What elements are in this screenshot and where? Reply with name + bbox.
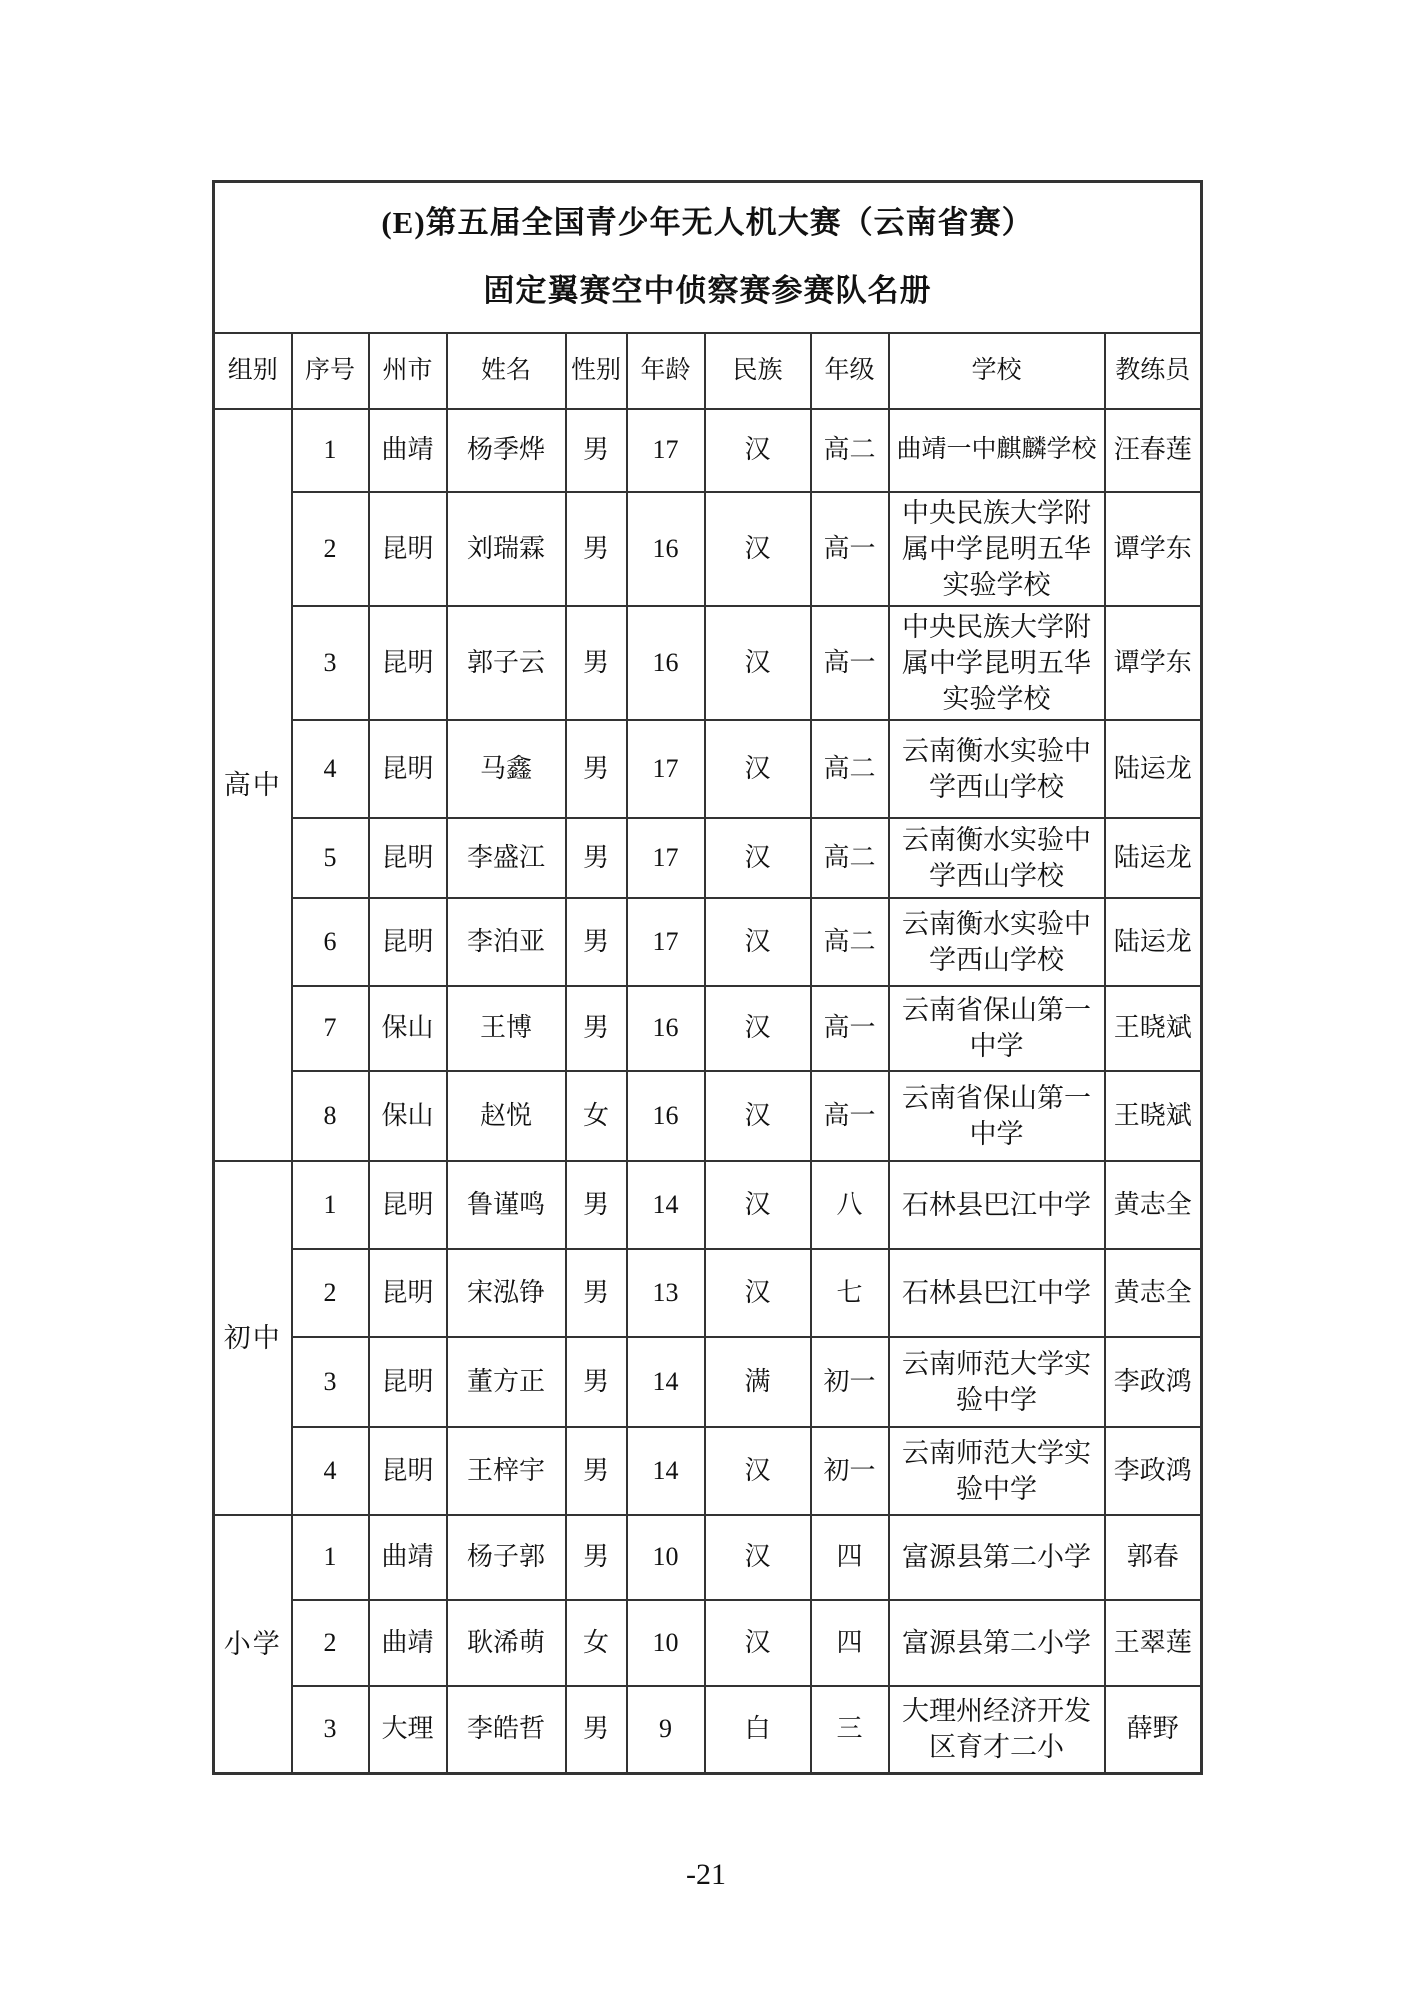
seq-cell: 5: [292, 818, 369, 898]
ethnic-cell: 汉: [705, 492, 811, 606]
city-cell: 昆明: [369, 1249, 447, 1337]
ethnic-cell: 汉: [705, 1071, 811, 1161]
school-cell: 云南省保山第一中学: [889, 1071, 1105, 1161]
header-name: 姓名: [447, 333, 566, 409]
ethnic-cell: 白: [705, 1686, 811, 1774]
header-group: 组别: [214, 333, 292, 409]
name-cell: 赵悦: [447, 1071, 566, 1161]
gender-cell: 男: [566, 1161, 627, 1249]
gender-cell: 男: [566, 606, 627, 720]
table-row: [214, 898, 1202, 986]
age-cell: 17: [627, 720, 705, 818]
grade-cell: 高一: [811, 606, 889, 720]
header-ethnic: 民族: [705, 333, 811, 409]
title-row: [214, 182, 1202, 333]
grade-cell: 八: [811, 1161, 889, 1249]
header-school: 学校: [889, 333, 1105, 409]
table-row: [214, 1427, 1202, 1515]
city-cell: 昆明: [369, 1337, 447, 1427]
coach-cell: 黄志全: [1105, 1161, 1202, 1249]
table-row: [214, 1686, 1202, 1774]
group-cell-primaryschool: 小学: [214, 1515, 292, 1774]
coach-cell: 陆运龙: [1105, 720, 1202, 818]
gender-cell: 男: [566, 492, 627, 606]
age-cell: 10: [627, 1515, 705, 1600]
ethnic-cell: 汉: [705, 818, 811, 898]
age-cell: 17: [627, 409, 705, 492]
name-cell: 李皓哲: [447, 1686, 566, 1774]
group-cell-highschool: 高中: [214, 409, 292, 1161]
gender-cell: 男: [566, 898, 627, 986]
age-cell: 14: [627, 1427, 705, 1515]
age-cell: 17: [627, 818, 705, 898]
school-cell: 云南衡水实验中学西山学校: [889, 898, 1105, 986]
header-row: [214, 333, 1202, 409]
school-cell: 云南衡水实验中学西山学校: [889, 818, 1105, 898]
gender-cell: 男: [566, 818, 627, 898]
school-cell: 石林县巴江中学: [889, 1161, 1105, 1249]
grade-cell: 三: [811, 1686, 889, 1774]
coach-cell: 郭春: [1105, 1515, 1202, 1600]
seq-cell: 1: [292, 1515, 369, 1600]
age-cell: 10: [627, 1600, 705, 1686]
city-cell: 昆明: [369, 818, 447, 898]
coach-cell: 谭学东: [1105, 606, 1202, 720]
grade-cell: 初一: [811, 1337, 889, 1427]
school-cell: 中央民族大学附属中学昆明五华实验学校: [889, 492, 1105, 606]
seq-cell: 2: [292, 1600, 369, 1686]
name-cell: 宋泓铮: [447, 1249, 566, 1337]
name-cell: 王博: [447, 986, 566, 1071]
table-row: [214, 492, 1202, 606]
seq-cell: 8: [292, 1071, 369, 1161]
coach-cell: 陆运龙: [1105, 898, 1202, 986]
gender-cell: 男: [566, 986, 627, 1071]
coach-cell: 陆运龙: [1105, 818, 1202, 898]
document-title: [214, 182, 1202, 333]
ethnic-cell: 汉: [705, 1515, 811, 1600]
coach-cell: 谭学东: [1105, 492, 1202, 606]
header-gender: 性别: [566, 333, 627, 409]
ethnic-cell: 汉: [705, 1161, 811, 1249]
gender-cell: 女: [566, 1071, 627, 1161]
school-cell: 云南师范大学实验中学: [889, 1427, 1105, 1515]
city-cell: 曲靖: [369, 409, 447, 492]
age-cell: 9: [627, 1686, 705, 1774]
header-age: 年龄: [627, 333, 705, 409]
table-row: [214, 818, 1202, 898]
gender-cell: 男: [566, 1249, 627, 1337]
table-row: [214, 1515, 1202, 1600]
grade-cell: 高二: [811, 409, 889, 492]
seq-cell: 3: [292, 606, 369, 720]
city-cell: 曲靖: [369, 1600, 447, 1686]
name-cell: 郭子云: [447, 606, 566, 720]
name-cell: 耿浠萌: [447, 1600, 566, 1686]
name-cell: 李盛江: [447, 818, 566, 898]
school-cell: 云南师范大学实验中学: [889, 1337, 1105, 1427]
title-line-2: 固定翼赛空中侦察赛参赛队名册: [483, 273, 932, 309]
ethnic-cell: 满: [705, 1337, 811, 1427]
name-cell: 王梓宇: [447, 1427, 566, 1515]
city-cell: 昆明: [369, 720, 447, 818]
grade-cell: 高二: [811, 818, 889, 898]
age-cell: 16: [627, 1071, 705, 1161]
grade-cell: 四: [811, 1600, 889, 1686]
school-cell: 富源县第二小学: [889, 1600, 1105, 1686]
school-cell: 中央民族大学附属中学昆明五华实验学校: [889, 606, 1105, 720]
name-cell: 杨子郭: [447, 1515, 566, 1600]
coach-cell: 黄志全: [1105, 1249, 1202, 1337]
seq-cell: 2: [292, 492, 369, 606]
page-number: -21: [686, 1858, 726, 1891]
seq-cell: 4: [292, 720, 369, 818]
grade-cell: 高一: [811, 492, 889, 606]
grade-cell: 初一: [811, 1427, 889, 1515]
seq-cell: 2: [292, 1249, 369, 1337]
name-cell: 董方正: [447, 1337, 566, 1427]
grade-cell: 高一: [811, 1071, 889, 1161]
coach-cell: 汪春莲: [1105, 409, 1202, 492]
coach-cell: 李政鸿: [1105, 1427, 1202, 1515]
city-cell: 大理: [369, 1686, 447, 1774]
gender-cell: 女: [566, 1600, 627, 1686]
table-row: [214, 1249, 1202, 1337]
age-cell: 14: [627, 1337, 705, 1427]
seq-cell: 6: [292, 898, 369, 986]
header-seq: 序号: [292, 333, 369, 409]
age-cell: 16: [627, 986, 705, 1071]
header-city: 州市: [369, 333, 447, 409]
grade-cell: 四: [811, 1515, 889, 1600]
seq-cell: 4: [292, 1427, 369, 1515]
city-cell: 昆明: [369, 898, 447, 986]
coach-cell: 薛野: [1105, 1686, 1202, 1774]
ethnic-cell: 汉: [705, 1600, 811, 1686]
seq-cell: 3: [292, 1337, 369, 1427]
age-cell: 16: [627, 492, 705, 606]
school-cell: 云南省保山第一中学: [889, 986, 1105, 1071]
name-cell: 李泊亚: [447, 898, 566, 986]
gender-cell: 男: [566, 720, 627, 818]
grade-cell: 高二: [811, 898, 889, 986]
ethnic-cell: 汉: [705, 1249, 811, 1337]
grade-cell: 高一: [811, 986, 889, 1071]
gender-cell: 男: [566, 1686, 627, 1774]
city-cell: 昆明: [369, 606, 447, 720]
ethnic-cell: 汉: [705, 1427, 811, 1515]
gender-cell: 男: [566, 1515, 627, 1600]
school-cell: 曲靖一中麒麟学校: [889, 409, 1105, 492]
group-cell-middleschool: 初中: [214, 1161, 292, 1515]
table-row: [214, 1071, 1202, 1161]
table-row: [214, 409, 1202, 492]
gender-cell: 男: [566, 1337, 627, 1427]
header-grade: 年级: [811, 333, 889, 409]
roster-table: [212, 180, 1203, 1775]
ethnic-cell: 汉: [705, 409, 811, 492]
coach-cell: 王晓斌: [1105, 1071, 1202, 1161]
seq-cell: 7: [292, 986, 369, 1071]
age-cell: 13: [627, 1249, 705, 1337]
grade-cell: 高二: [811, 720, 889, 818]
ethnic-cell: 汉: [705, 986, 811, 1071]
table-row: [214, 1161, 1202, 1249]
city-cell: 保山: [369, 986, 447, 1071]
city-cell: 昆明: [369, 1427, 447, 1515]
school-cell: 云南衡水实验中学西山学校: [889, 720, 1105, 818]
school-cell: 大理州经济开发区育才二小: [889, 1686, 1105, 1774]
gender-cell: 男: [566, 409, 627, 492]
city-cell: 曲靖: [369, 1515, 447, 1600]
seq-cell: 1: [292, 409, 369, 492]
coach-cell: 李政鸿: [1105, 1337, 1202, 1427]
school-cell: 石林县巴江中学: [889, 1249, 1105, 1337]
table-row: [214, 986, 1202, 1071]
coach-cell: 王翠莲: [1105, 1600, 1202, 1686]
coach-cell: 王晓斌: [1105, 986, 1202, 1071]
table-row: [214, 606, 1202, 720]
ethnic-cell: 汉: [705, 720, 811, 818]
header-coach: 教练员: [1105, 333, 1202, 409]
age-cell: 14: [627, 1161, 705, 1249]
name-cell: 刘瑞霖: [447, 492, 566, 606]
city-cell: 保山: [369, 1071, 447, 1161]
school-cell: 富源县第二小学: [889, 1515, 1105, 1600]
gender-cell: 男: [566, 1427, 627, 1515]
title-line-1: (E)第五届全国青少年无人机大赛（云南省赛）: [381, 205, 1034, 241]
city-cell: 昆明: [369, 492, 447, 606]
city-cell: 昆明: [369, 1161, 447, 1249]
seq-cell: 3: [292, 1686, 369, 1774]
ethnic-cell: 汉: [705, 898, 811, 986]
age-cell: 17: [627, 898, 705, 986]
age-cell: 16: [627, 606, 705, 720]
name-cell: 马鑫: [447, 720, 566, 818]
grade-cell: 七: [811, 1249, 889, 1337]
table-row: [214, 720, 1202, 818]
table-row: [214, 1337, 1202, 1427]
seq-cell: 1: [292, 1161, 369, 1249]
table-row: [214, 1600, 1202, 1686]
name-cell: 杨季烨: [447, 409, 566, 492]
ethnic-cell: 汉: [705, 606, 811, 720]
name-cell: 鲁谨鸣: [447, 1161, 566, 1249]
